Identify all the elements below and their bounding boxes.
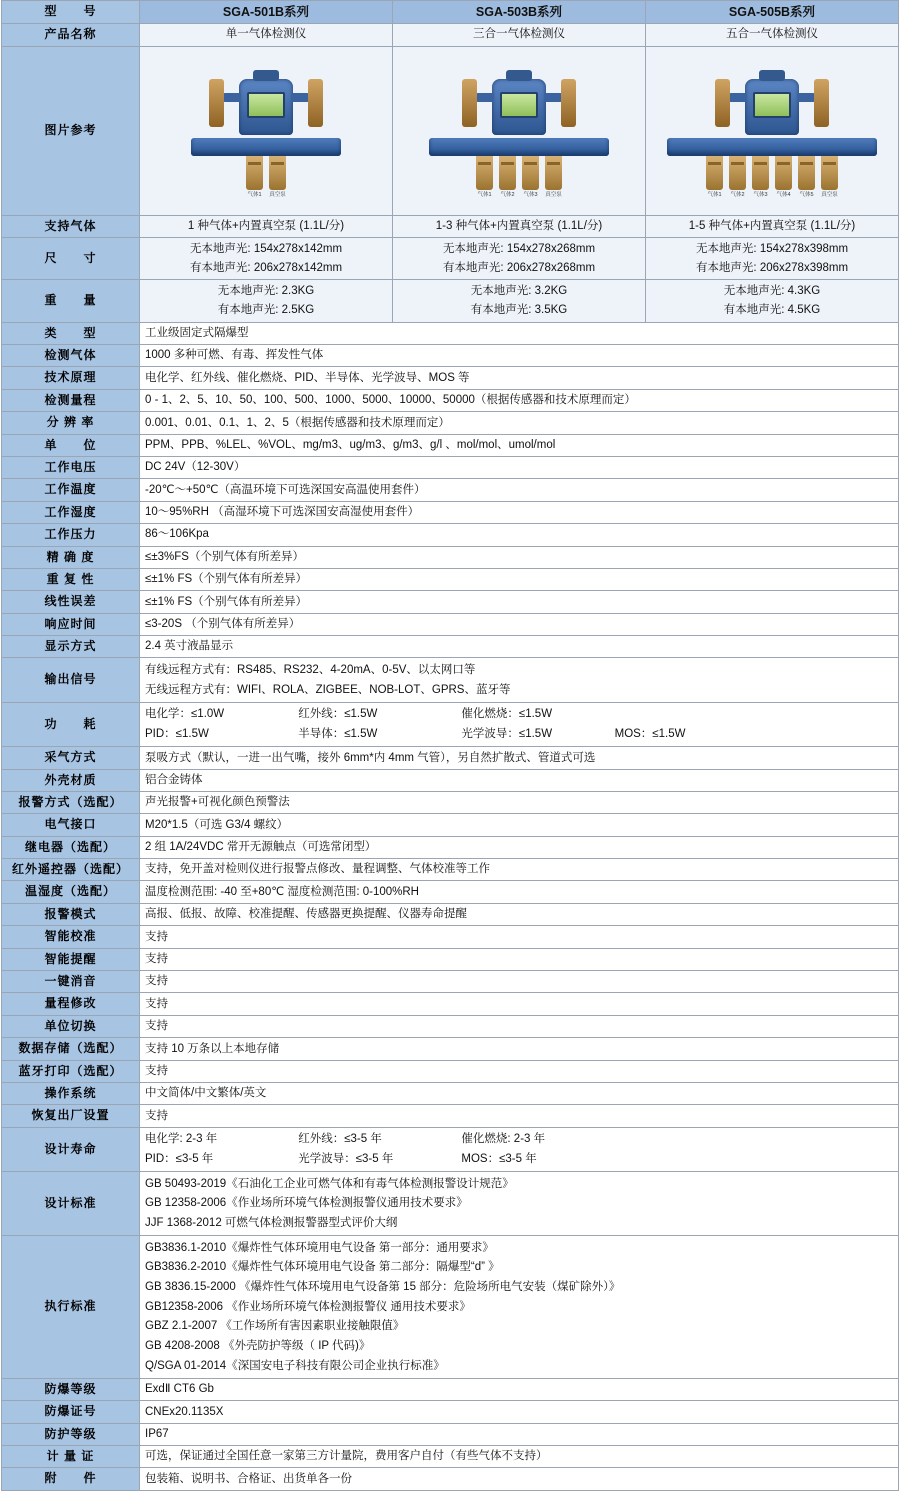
- row-label-gas-support: 支持气体: [2, 215, 140, 237]
- value-smart-remind: 支持: [140, 948, 899, 970]
- value-pressure: 86～106Kpa: [140, 524, 899, 546]
- life-line-1: [145, 1130, 893, 1150]
- weight-2-nosound: 无本地声光: 3.2KG: [470, 285, 568, 298]
- row-label-output: 输出信号: [2, 658, 140, 702]
- size-3-nosound: 无本地声光: 154x278x398mm: [695, 242, 849, 255]
- table-row-interface: [2, 814, 899, 836]
- value-linear: ≤±1% FS（个别气体有所差异）: [140, 591, 899, 613]
- row-label-alarm-way: 报警方式（选配）: [2, 791, 140, 813]
- value-range-edit: 支持: [140, 993, 899, 1015]
- value-category: 工业级固定式隔爆型: [140, 322, 899, 344]
- gas-support-2: 1-3 种气体+内置真空泵 (1.1L/分): [393, 215, 646, 237]
- power-catalytic: 催化燃烧：≤1.5W: [461, 708, 553, 721]
- port-labels-1: 气体1 真空泵: [247, 192, 286, 199]
- row-label-image: 图片参考: [2, 46, 140, 215]
- table-row-one-key: [2, 971, 899, 993]
- table-row-unit-switch: [2, 1015, 899, 1037]
- table-row-range-edit: [2, 993, 899, 1015]
- value-response: ≤3-20S （个别气体有所差异）: [140, 613, 899, 635]
- table-row-range: [2, 389, 899, 411]
- exec-std-item: GB 3836.15-2000 《爆炸性气体环境用电气设备第 15 部分：危险场所电气安装（煤矿除外）》: [145, 1280, 621, 1293]
- row-label-size: 尺 寸: [2, 237, 140, 279]
- row-label-shell: 外壳材质: [2, 769, 140, 791]
- value-tech: 电化学、红外线、催化燃烧、PID、半导体、光学波导、MOS 等: [140, 367, 899, 389]
- row-label-unit-switch: 单位切换: [2, 1015, 140, 1037]
- table-row-weight: [2, 280, 899, 322]
- value-sampling: 泵吸方式（默认，一进一出气嘴，接外 6mm*内 4mm 气管），另自然扩散式、管道式可选: [140, 747, 899, 769]
- table-row-smart-cal: [2, 926, 899, 948]
- row-label-voltage: 工作电压: [2, 456, 140, 478]
- gas-support-1: 1 种气体+内置真空泵 (1.1L/分): [140, 215, 393, 237]
- row-label-one-key: 一键消音: [2, 971, 140, 993]
- value-bt-print: 支持: [140, 1060, 899, 1082]
- table-row-humidity: [2, 501, 899, 523]
- row-label-smart-cal: 智能校准: [2, 926, 140, 948]
- value-unit-switch: 支持: [140, 1015, 899, 1037]
- value-storage: 支持 10 万条以上本地存储: [140, 1038, 899, 1060]
- row-label-life: 设计寿命: [2, 1127, 140, 1171]
- design-std-item: GB 50493-2019《石油化工企业可燃气体和有毒气体检测报警设计规范》: [145, 1177, 514, 1190]
- design-std-item: JJF 1368-2012 可燃气体检测报警器型式评价大纲: [145, 1216, 398, 1229]
- value-reset: 支持: [140, 1105, 899, 1127]
- row-label-sampling: 采气方式: [2, 747, 140, 769]
- table-row-repeat: [2, 568, 899, 590]
- size-3-sound: 有本地声光: 206x278x398mm: [695, 261, 849, 274]
- table-row-detect-gas: [2, 344, 899, 366]
- table-row-output: [2, 658, 899, 702]
- row-label-temp-hum: 温湿度（选配）: [2, 881, 140, 903]
- value-interface: M20*1.5（可选 G3/4 螺纹）: [140, 814, 899, 836]
- row-label-accessory: 附 件: [2, 1468, 140, 1490]
- row-label-tech: 技术原理: [2, 367, 140, 389]
- table-row-alarm-mode: [2, 903, 899, 925]
- row-label-product-name: 产品名称: [2, 24, 140, 46]
- size-1: [140, 237, 393, 279]
- specification-table: [1, 0, 899, 1491]
- row-label-ip-grade: 防护等级: [2, 1423, 140, 1445]
- exec-std-item: GB3836.2-2010《爆炸性气体环境用电气设备 第二部分：隔爆型“d” 》: [145, 1261, 500, 1274]
- size-2: [393, 237, 646, 279]
- row-label-accuracy: 精 确 度: [2, 546, 140, 568]
- value-humidity: 10～95%RH （高湿环境下可选深国安高湿使用套件）: [140, 501, 899, 523]
- row-label-temp: 工作温度: [2, 479, 140, 501]
- port-labels-3: 气体1 气体2 气体3 气体4 气体5 真空泵: [707, 192, 838, 199]
- row-label-reset: 恢复出厂设置: [2, 1105, 140, 1127]
- value-resolution: 0.001、0.01、0.1、1、2、5（根据传感器和技术原理而定）: [140, 412, 899, 434]
- table-row-tech: [2, 367, 899, 389]
- row-label-weight: 重 量: [2, 280, 140, 322]
- power-mos: MOS：≤1.5W: [614, 727, 686, 740]
- table-row-sampling: [2, 747, 899, 769]
- exec-std-item: GB12358-2006 《作业场所环境气体检测报警仪 通用技术要求》: [145, 1300, 471, 1313]
- value-voltage: DC 24V（12-30V）: [140, 456, 899, 478]
- value-meter-cert: 可选，保证通过全国任意一家第三方计量院，费用客户自付（有些气体不支持）: [140, 1446, 899, 1468]
- size-2-nosound: 无本地声光: 154x278x268mm: [442, 242, 596, 255]
- power-semiconductor: 半导体：≤1.5W: [298, 727, 378, 740]
- table-row-size: [2, 237, 899, 279]
- row-label-alarm-mode: 报警模式: [2, 903, 140, 925]
- value-life: [140, 1127, 899, 1171]
- row-label-ex-grade: 防爆等级: [2, 1378, 140, 1400]
- life-pid: PID：≤3-5 年: [145, 1152, 214, 1165]
- table-row-ex-grade: [2, 1378, 899, 1400]
- value-design-std: [140, 1172, 899, 1236]
- value-os: 中文简体/中文繁体/英文: [140, 1083, 899, 1105]
- table-row-category: [2, 322, 899, 344]
- value-power: [140, 702, 899, 746]
- table-row-power: [2, 702, 899, 746]
- row-label-storage: 数据存储（选配）: [2, 1038, 140, 1060]
- value-repeat: ≤±1% FS（个别气体有所差异）: [140, 568, 899, 590]
- weight-1-sound: 有本地声光: 2.5KG: [217, 303, 315, 316]
- table-row-design-std: [2, 1172, 899, 1236]
- weight-3-nosound: 无本地声光: 4.3KG: [723, 285, 821, 298]
- weight-2-sound: 有本地声光: 3.5KG: [470, 303, 568, 316]
- value-range: 0 - 1、2、5、10、50、100、500、1000、5000、10000、50000（根据传感器和技术原理而定）: [140, 389, 899, 411]
- table-row-unit: [2, 434, 899, 456]
- value-display: 2.4 英寸液晶显示: [140, 636, 899, 658]
- size-1-sound: 有本地声光: 206x278x142mm: [189, 261, 343, 274]
- row-label-category: 类 型: [2, 322, 140, 344]
- value-shell: 铝合金铸体: [140, 769, 899, 791]
- table-row-shell: [2, 769, 899, 791]
- table-row-temp: [2, 479, 899, 501]
- table-row-model: [2, 1, 899, 24]
- table-row-accessory: [2, 1468, 899, 1490]
- exec-std-item: GBZ 2.1-2007 《工作场所有害因素职业接触限值》: [145, 1320, 405, 1333]
- life-line-2: [145, 1149, 893, 1169]
- life-catalytic: 催化燃烧: 2-3 年: [461, 1133, 546, 1146]
- design-std-item: GB 12358-2006《作业场所环境气体检测报警仪通用技术要求》: [145, 1197, 468, 1210]
- table-row-image: [2, 46, 899, 215]
- table-row-storage: [2, 1038, 899, 1060]
- row-label-model: 型 号: [2, 1, 140, 24]
- power-line-1: [145, 705, 893, 725]
- value-alarm-way: 声光报警+可视化颜色预警法: [140, 791, 899, 813]
- value-relay: 2 组 1A/24VDC 常开无源触点（可选常闭型）: [140, 836, 899, 858]
- output-wired: 有线远程方式有：RS485、RS232、4-20mA、0-5V、以太网口等: [145, 663, 476, 676]
- output-wireless: 无线远程方式有：WIFI、ROLA、ZIGBEE、NOB-LOT、GPRS、蓝牙等: [145, 683, 511, 696]
- table-row-os: [2, 1083, 899, 1105]
- row-label-pressure: 工作压力: [2, 524, 140, 546]
- row-label-relay: 继电器（选配）: [2, 836, 140, 858]
- life-ir: 红外线：≤3-5 年: [298, 1133, 382, 1146]
- value-accessory: 包装箱、说明书、合格证、出货单各一份: [140, 1468, 899, 1490]
- table-row-response: [2, 613, 899, 635]
- value-ip-grade: IP67: [140, 1423, 899, 1445]
- device-image-3: [646, 46, 899, 215]
- value-detect-gas: 1000 多种可燃、有毒、挥发性气体: [140, 344, 899, 366]
- row-label-display: 显示方式: [2, 636, 140, 658]
- size-2-sound: 有本地声光: 206x278x268mm: [442, 261, 596, 274]
- size-1-nosound: 无本地声光: 154x278x142mm: [189, 242, 343, 255]
- life-optical: 光学波导：≤3-5 年: [298, 1152, 394, 1165]
- value-smart-cal: 支持: [140, 926, 899, 948]
- exec-std-item: Q/SGA 01-2014《深国安电子科技有限公司企业执行标准》: [145, 1359, 445, 1372]
- weight-1: [140, 280, 393, 322]
- row-label-range: 检测量程: [2, 389, 140, 411]
- row-label-design-std: 设计标准: [2, 1172, 140, 1236]
- gas-support-3: 1-5 种气体+内置真空泵 (1.1L/分): [646, 215, 899, 237]
- exec-std-item: GB3836.1-2010《爆炸性气体环境用电气设备 第一部分：通用要求》: [145, 1241, 494, 1254]
- row-label-interface: 电气接口: [2, 814, 140, 836]
- row-label-response: 响应时间: [2, 613, 140, 635]
- row-label-unit: 单 位: [2, 434, 140, 456]
- table-row-ex-cert: [2, 1401, 899, 1423]
- device-image-1: [140, 46, 393, 215]
- value-output: [140, 658, 899, 702]
- value-exec-std: [140, 1236, 899, 1379]
- row-label-meter-cert: 计 量 证: [2, 1446, 140, 1468]
- model-header-3: SGA-505B系列: [646, 1, 899, 24]
- value-one-key: 支持: [140, 971, 899, 993]
- row-label-os: 操作系统: [2, 1083, 140, 1105]
- table-row-exec-std: [2, 1236, 899, 1379]
- size-3: [646, 237, 899, 279]
- table-row-reset: [2, 1105, 899, 1127]
- row-label-repeat: 重 复 性: [2, 568, 140, 590]
- row-label-range-edit: 量程修改: [2, 993, 140, 1015]
- row-label-detect-gas: 检测气体: [2, 344, 140, 366]
- table-row-smart-remind: [2, 948, 899, 970]
- table-row-accuracy: [2, 546, 899, 568]
- table-row-temp-hum: [2, 881, 899, 903]
- table-row-voltage: [2, 456, 899, 478]
- value-ex-grade: ExdⅡ CT6 Gb: [140, 1378, 899, 1400]
- row-label-bt-print: 蓝牙打印（选配）: [2, 1060, 140, 1082]
- table-row-meter-cert: [2, 1446, 899, 1468]
- table-row-gas-support: [2, 215, 899, 237]
- power-optical: 光学波导：≤1.5W: [461, 727, 553, 740]
- device-image-2: [393, 46, 646, 215]
- table-row-life: [2, 1127, 899, 1171]
- weight-1-nosound: 无本地声光: 2.3KG: [217, 285, 315, 298]
- table-row-pressure: [2, 524, 899, 546]
- row-label-power: 功 耗: [2, 702, 140, 746]
- table-row-bt-print: [2, 1060, 899, 1082]
- value-temp-hum: 温度检测范围: -40 至+80℃ 湿度检测范围: 0-100%RH: [140, 881, 899, 903]
- value-ex-cert: CNEx20.1135X: [140, 1401, 899, 1423]
- product-name-3: 五合一气体检测仪: [646, 24, 899, 46]
- exec-std-item: GB 4208-2008 《外壳防护等级（ IP 代码)》: [145, 1340, 371, 1352]
- table-row-linear: [2, 591, 899, 613]
- product-name-1: 单一气体检测仪: [140, 24, 393, 46]
- row-label-humidity: 工作湿度: [2, 501, 140, 523]
- port-labels-2: 气体1 气体2 气体3 真空泵: [477, 192, 562, 199]
- value-temp: -20℃～+50℃（高温环境下可选深国安高温使用套件）: [140, 479, 899, 501]
- table-row-remote: [2, 859, 899, 881]
- model-header-2: SGA-503B系列: [393, 1, 646, 24]
- power-line-2: [145, 724, 893, 744]
- value-unit: PPM、PPB、%LEL、%VOL、mg/m3、ug/m3、g/m3、g/l 、mol/mol、umol/mol: [140, 434, 899, 456]
- weight-3: [646, 280, 899, 322]
- row-label-ex-cert: 防爆证号: [2, 1401, 140, 1423]
- product-name-2: 三合一气体检测仪: [393, 24, 646, 46]
- row-label-linear: 线性误差: [2, 591, 140, 613]
- value-accuracy: ≤±3%FS（个别气体有所差异）: [140, 546, 899, 568]
- value-remote: 支持，免开盖对检则仪进行报警点修改、量程调整、气体校准等工作: [140, 859, 899, 881]
- power-ir: 红外线：≤1.5W: [298, 708, 378, 721]
- row-label-smart-remind: 智能提醒: [2, 948, 140, 970]
- model-header-1: SGA-501B系列: [140, 1, 393, 24]
- table-row-resolution: [2, 412, 899, 434]
- life-electro: 电化学: 2-3 年: [145, 1133, 218, 1146]
- power-electro: 电化学：≤1.0W: [145, 708, 225, 721]
- row-label-remote: 红外遥控器（选配）: [2, 859, 140, 881]
- table-row-ip-grade: [2, 1423, 899, 1445]
- weight-2: [393, 280, 646, 322]
- power-pid: PID：≤1.5W: [145, 727, 209, 740]
- row-label-resolution: 分 辨 率: [2, 412, 140, 434]
- table-row-product-name: [2, 24, 899, 46]
- value-alarm-mode: 高报、低报、故障、校准提醒、传感器更换提醒、仪器寿命提醒: [140, 903, 899, 925]
- table-row-relay: [2, 836, 899, 858]
- weight-3-sound: 有本地声光: 4.5KG: [723, 303, 821, 316]
- life-mos: MOS：≤3-5 年: [461, 1152, 537, 1165]
- table-row-display: [2, 636, 899, 658]
- row-label-exec-std: 执行标准: [2, 1236, 140, 1379]
- table-row-alarm-way: [2, 791, 899, 813]
